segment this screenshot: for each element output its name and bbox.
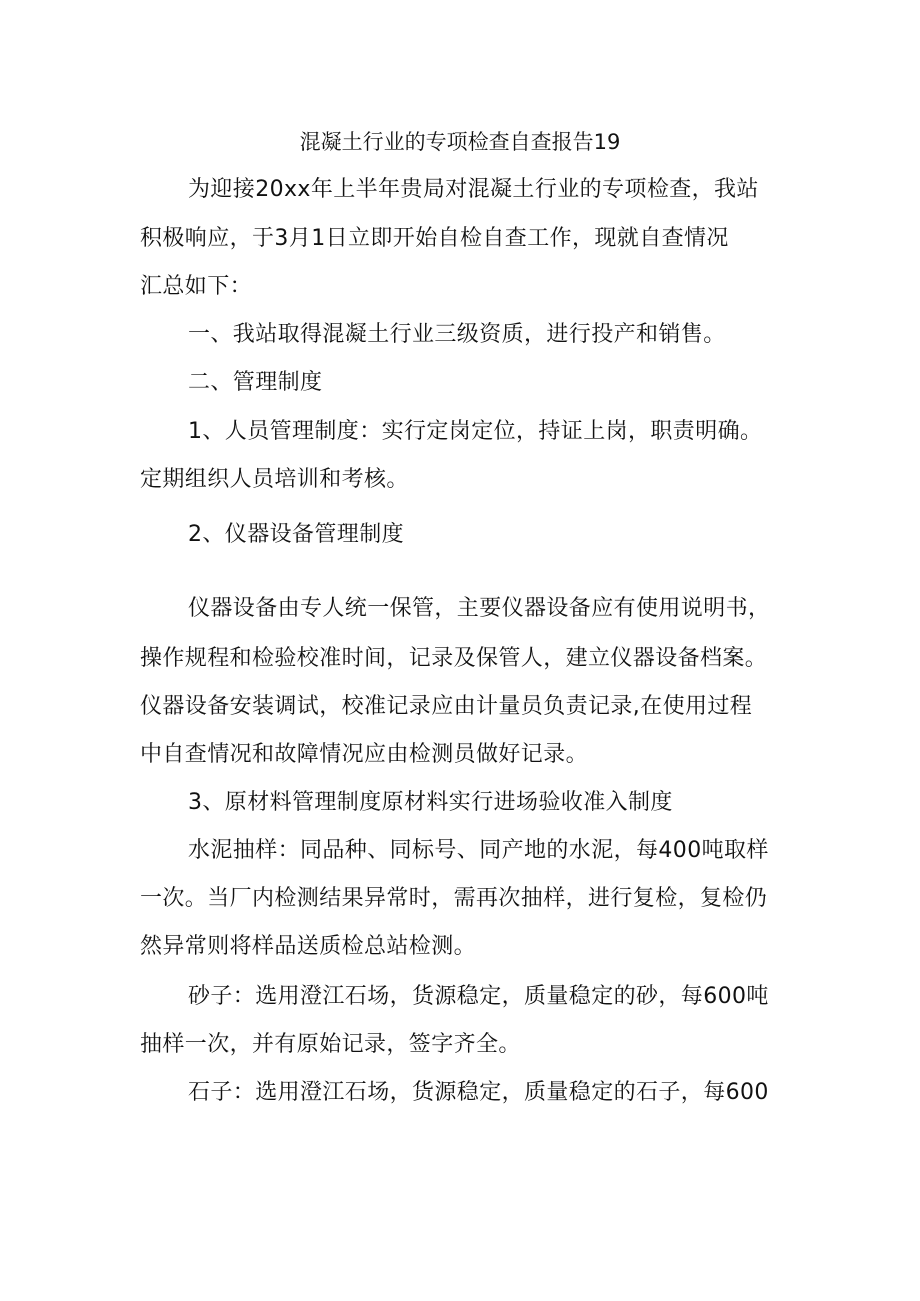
paragraph-line: 仪器设备由专人统一保管，主要仪器设备应有使用说明书， <box>188 596 771 621</box>
document-title: 混凝土行业的专项检查自查报告19 <box>299 130 621 154</box>
section-heading: 2、仪器设备管理制度 <box>188 522 404 547</box>
paragraph-line: 为迎接20xx年上半年贵局对混凝土行业的专项检查，我站 <box>188 177 759 202</box>
paragraph-line: 定期组织人员培训和考核。 <box>140 467 409 492</box>
paragraph-line: 汇总如下： <box>140 274 253 299</box>
paragraph-line: 然异常则将样品送质检总站检测。 <box>140 934 477 959</box>
paragraph-line: 石子：选用澄江石场，货源稳定，质量稳定的石子，每600 <box>188 1080 769 1105</box>
section-heading: 一、我站取得混凝土行业三级资质，进行投产和销售。 <box>188 322 726 347</box>
section-heading: 二、管理制度 <box>188 370 323 395</box>
paragraph-line: 仪器设备安装调试，校准记录应由计量员负责记录,在使用过程 <box>140 694 753 719</box>
paragraph-line: 积极响应，于3月1日立即开始自检自查工作，现就自查情况 <box>140 226 729 251</box>
paragraph-line: 抽样一次，并有原始记录，签字齐全。 <box>140 1032 521 1057</box>
paragraph-line: 中自查情况和故障情况应由检测员做好记录。 <box>140 742 589 767</box>
paragraph-line: 操作规程和检验校准时间，记录及保管人，建立仪器设备档案。 <box>140 646 768 671</box>
section-heading: 3、原材料管理制度原材料实行进场验收准入制度 <box>188 790 673 815</box>
paragraph-line: 一次。当厂内检测结果异常时，需再次抽样，进行复检，复检仍 <box>140 886 768 911</box>
paragraph-line: 砂子：选用澄江石场，货源稳定，质量稳定的砂，每600吨 <box>188 984 769 1009</box>
paragraph-line: 1、人员管理制度：实行定岗定位，持证上岗，职责明确。 <box>188 419 763 444</box>
paragraph-line: 水泥抽样：同品种、同标号、同产地的水泥，每400吨取样 <box>188 838 769 863</box>
